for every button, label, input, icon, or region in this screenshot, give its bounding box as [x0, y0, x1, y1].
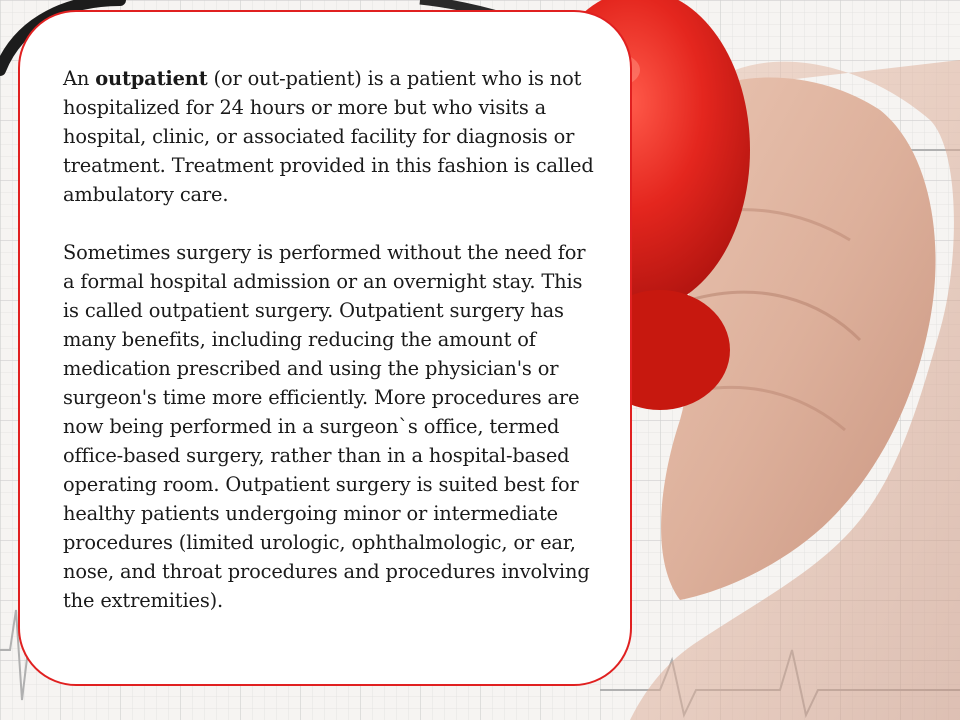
paragraph-outpatient-definition — [63, 64, 600, 209]
term-outpatient: outpatient — [95, 67, 208, 90]
paragraph-definition-text: (or out-patient) is a patient who is not hospitalized for 24 hours or more but who visits a hospital, clinic, or associated facility for diagnosis or treatment. Treatment provided in this fashion is called ambulatory care. — [63, 67, 594, 206]
paragraph-prefix: An — [63, 67, 96, 90]
paragraph-outpatient-surgery: Sometimes surgery is performed without the need for a formal hospital admission or an overnight stay. This is called outpatient surgery. Outpatient surgery has many benefits, including reducing the amount of medication prescribed and using the physician's or surgeon's time more efficiently. More procedures are now being performed in a surgeon`s office, termed office-based surgery, rather than in a hospital-based operating room. Outpatient surgery is suited best for healthy patients undergoing minor or intermediate procedures (limited urologic, ophthalmologic, or ear, nose, and throat procedures and procedures involving the extremities). — [63, 241, 590, 612]
text-card — [18, 10, 632, 686]
